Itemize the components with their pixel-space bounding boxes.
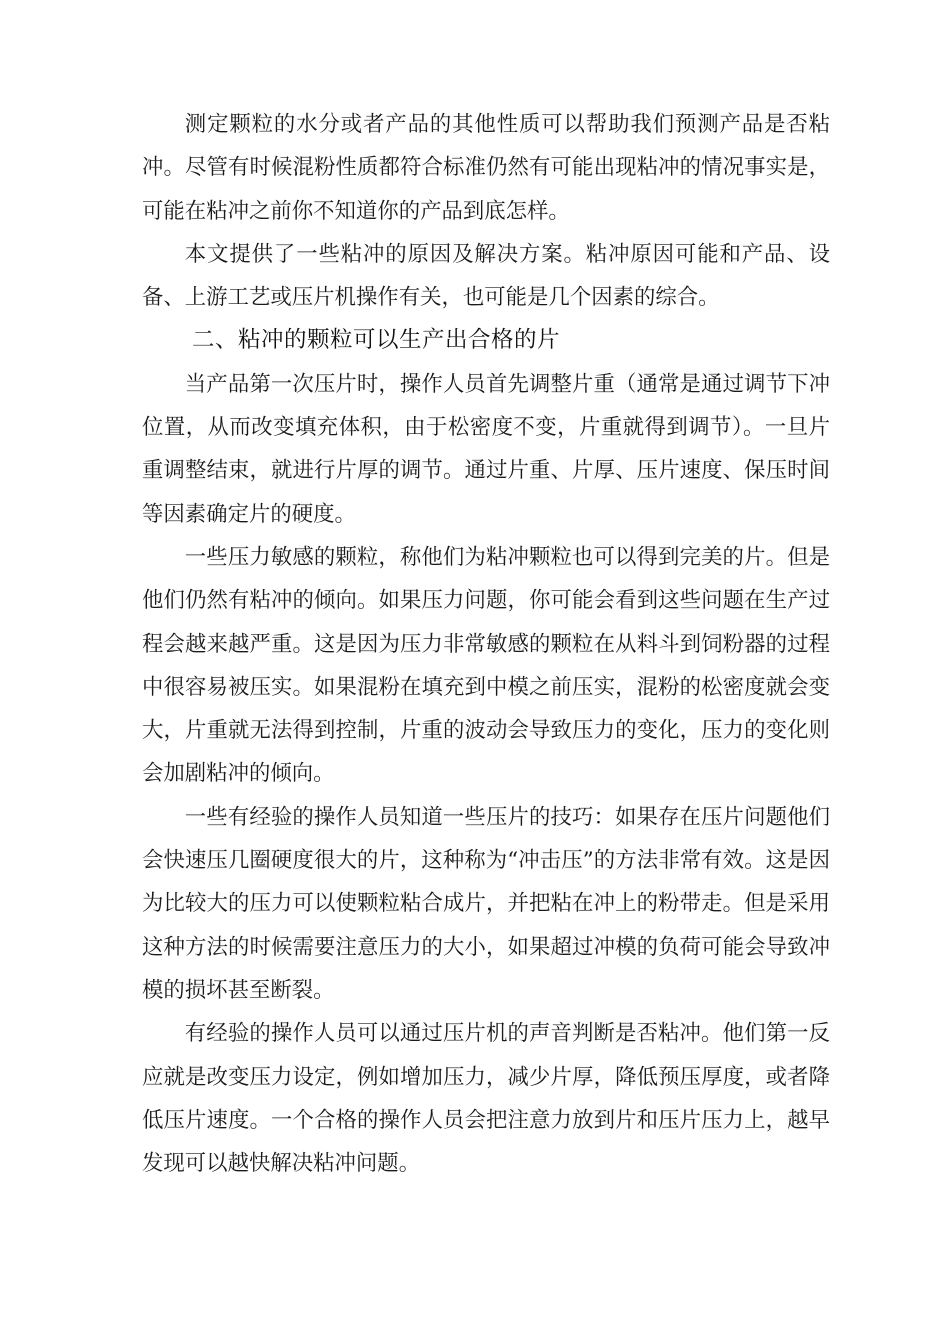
paragraph-causes-overview: 本文提供了一些粘冲的原因及解决方案。粘冲原因可能和产品、设备、上游工艺或压片机操作有关，也可能是几个因素的综合。 [142, 241, 830, 311]
paragraph-pressure-sensitive: 一些压力敏感的颗粒，称他们为粘冲颗粒也可以得到完美的片。但是他们仍然有粘冲的倾向。如果压力问题，你可能会看到这些问题在生产过程会越来越严重。这是因为压力非常敏感的颗粒在从料斗到饲粉器的过程中很容易被压实。如果混粉在填充到中模之前压实，混粉的松密度就会变大，片重就无法得到控制，片重的波动会导致压力的变化，压力的变化则会加剧粘冲的倾向。 [142, 544, 830, 787]
section-heading: 二、粘冲的颗粒可以生产出合格的片 [192, 327, 561, 354]
paragraph-moisture-prediction: 测定颗粒的水分或者产品的其他性质可以帮助我们预测产品是否粘冲。尽管有时候混粉性质都符合标准仍然有可能出现粘冲的情况事实是，可能在粘冲之前你不知道你的产品到底怎样。 [142, 112, 830, 224]
paragraph-weight-adjustment: 当产品第一次压片时，操作人员首先调整片重（通常是通过调节下冲位置，从而改变填充体积，由于松密度不变，片重就得到调节）。一旦片重调整结束，就进行片厚的调节。通过片重、片厚、压片速度、保压时间等因素确定片的硬度。 [142, 371, 830, 527]
document-page [142, 103, 830, 1185]
paragraph-operator-techniques: 一些有经验的操作人员知道一些压片的技巧：如果存在压片问题他们会快速压几圈硬度很大的片，这种称为“冲击压”的方法非常有效。这是因为比较大的压力可以使颗粒粘合成片，并把粘在冲上的粉带走。但是采用这种方法的时候需要注意压力的大小，如果超过冲模的负荷可能会导致冲模的损坏甚至断裂。 [142, 804, 830, 1003]
paragraph-sound-judgement: 有经验的操作人员可以通过压片机的声音判断是否粘冲。他们第一反应就是改变压力设定，例如增加压力，减少片厚，降低预压厚度，或者降低压片速度。一个合格的操作人员会把注意力放到片和压片压力上，越早发现可以越快解决粘冲问题。 [142, 1021, 830, 1177]
